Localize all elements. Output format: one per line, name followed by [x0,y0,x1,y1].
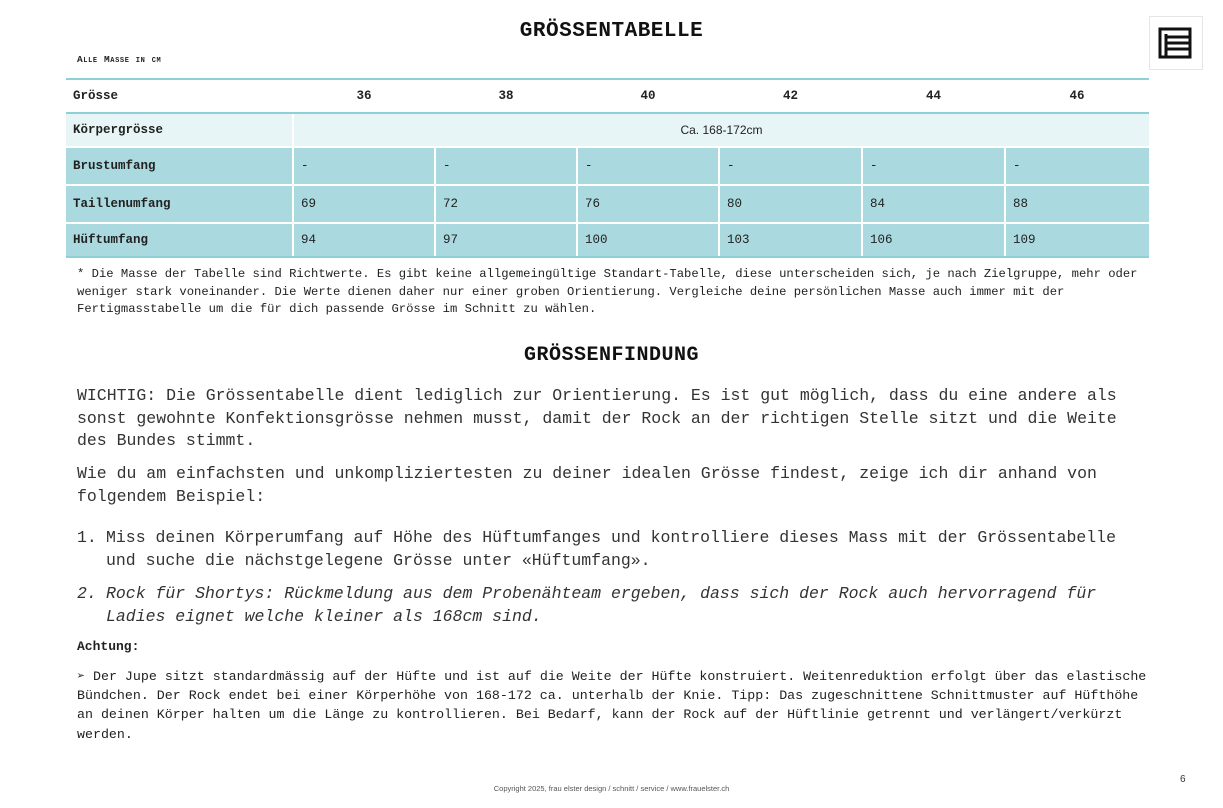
list-number: 1. [77,528,97,547]
table-header-row [66,79,1149,113]
table-footnote: * Die Masse der Tabelle sind Richtwerte. Es gibt keine allgemeingültige Standart-Tabelle, diese unterscheiden sich, je nach Zielgruppe, mehr oder weniger stark voneinander. Die Werte dienen daher nur einer groben Orientierung. Vergleiche deine persönlichen Masse auch immer mit der Fertigmasstabelle um die für dich passende Grösse im Schnitt zu wählen. [77,267,1138,316]
table-cell: - [1005,147,1149,185]
table-cell: - [435,147,577,185]
table-cell: 103 [719,223,862,257]
row-label: Brustumfang [66,147,293,185]
table-cell: 76 [577,185,719,223]
size-header-cell: 38 [435,79,577,113]
table-cell: 69 [293,185,435,223]
height-range-cell: Ca. 168-172cm [293,113,1149,147]
size-header-label: Grösse [66,79,293,113]
logo [1149,16,1203,70]
size-table [66,78,1149,258]
size-header-cell: 42 [719,79,862,113]
table-cell: 80 [719,185,862,223]
table-cell: 84 [862,185,1005,223]
achtung-text: Der Jupe sitzt standardmässig auf der Hüfte und ist auf die Weite der Hüfte konstruiert. Weitenreduktion erfolgt über das elastische Bündchen. Der Rock endet bei einer Körperhöhe von 168-172 ca. unterhalb der Knie. Tipp: Das zugeschnittene Schnittmuster auf Hüfthöhe an deinen Körper halten um die Länge zu kontrollieren. Bei Bedarf, kann der Rock auf der Hüftlinie getrennt und verlängert/verkürzt werden. [77,669,1147,742]
row-label: Körpergrösse [66,113,293,147]
section-heading: GRÖSSENFINDUNG [523,344,700,367]
table-cell: 88 [1005,185,1149,223]
copyright-footer: Copyright 2025, frau elster design / schnitt / service / www.frauelster.ch [493,784,730,793]
units-subtitle: Alle Masse in cm [77,54,162,65]
arrow-bullet-icon: ➢ [77,669,86,684]
list-text: Rock für Shortys: Rückmeldung aus dem Probenähteam ergeben, dass sich der Rock auch hervorragend für Ladies eignet welche kleiner als 168cm sind. [106,584,1097,626]
table-cell: - [719,147,862,185]
table-cell: 72 [435,185,577,223]
list-text: Miss deinen Körperumfang auf Höhe des Hüftumfanges und kontrolliere dieses Mass mit der Grössentabelle und suche die nächstgelegene Grösse unter «Hüftumfang». [106,528,1116,570]
size-header-cell: 44 [862,79,1005,113]
size-header-cell: 40 [577,79,719,113]
paragraph-intro: Wie du am einfachsten und unkompliziertesten zu deiner idealen Grösse findest, zeige ich dir anhand von folgendem Beispiel: [77,464,1097,506]
table-row [66,113,1149,147]
achtung-label: Achtung: [77,639,140,654]
list-item [77,527,1147,572]
table-cell: 109 [1005,223,1149,257]
table-row [66,185,1149,223]
size-header-cell: 36 [293,79,435,113]
size-header-cell: 46 [1005,79,1149,113]
table-cell: 97 [435,223,577,257]
table-cell: - [293,147,435,185]
paragraph-important: WICHTIG: Die Grössentabelle dient lediglich zur Orientierung. Es ist gut möglich, dass du eine andere als sonst gewohnte Konfektionsgrösse nehmen musst, damit der Rock an der richtigen Stelle sitzt und die Weite des Bundes stimmt. [77,386,1117,450]
list-number: 2. [77,584,97,603]
row-label: Hüftumfang [66,223,293,257]
achtung-note [77,667,1157,744]
table-cell: - [577,147,719,185]
table-cell: 94 [293,223,435,257]
table-row [66,223,1149,257]
page-title: GRÖSSENTABELLE [519,20,704,43]
table-cell: - [862,147,1005,185]
page-number: 6 [1180,774,1186,785]
table-cell: 106 [862,223,1005,257]
book-icon [1157,24,1195,62]
table-cell: 100 [577,223,719,257]
list-item [77,583,1147,628]
table-row [66,147,1149,185]
row-label: Taillenumfang [66,185,293,223]
